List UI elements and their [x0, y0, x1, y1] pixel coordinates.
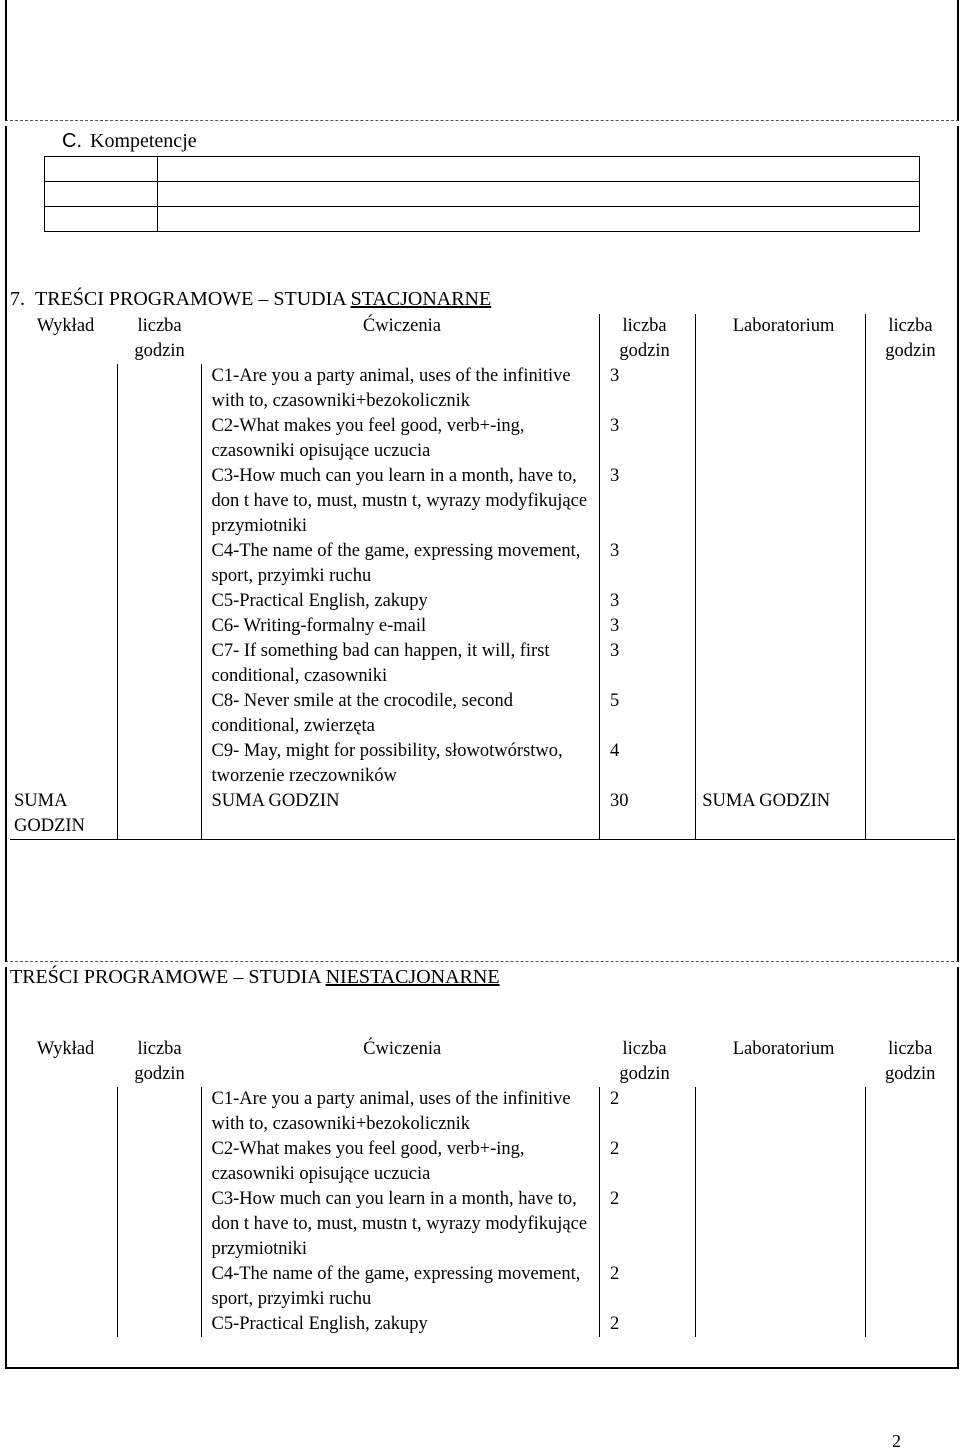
lab-hours-cell: [865, 539, 955, 589]
exercise-hours: 2: [599, 1262, 695, 1312]
lecture-hours-cell: [117, 414, 202, 464]
competences-table: [44, 156, 920, 232]
nonstationary-heading-text: TREŚCI PROGRAMOWE – STUDIA: [10, 966, 326, 988]
exercise-hours: 3: [599, 539, 695, 589]
lab-cell: [696, 689, 866, 739]
exercise-text: Writing-formalny e-mail: [239, 616, 427, 636]
sum-lab: SUMA GODZIN: [696, 789, 866, 840]
exercise-text: What makes you feel good, verb+-ing, czasowniki opisujące uczucia: [211, 1139, 530, 1184]
exercise-code: C4-: [211, 541, 240, 561]
lecture-cell: [10, 1087, 117, 1137]
nonstationary-heading: [10, 966, 500, 989]
table-row: [10, 1262, 955, 1312]
table-header-row: [10, 1037, 955, 1087]
lecture-hours-cell: [117, 689, 202, 739]
exercise-hours: 2: [599, 1312, 695, 1337]
lab-hours-cell: [865, 614, 955, 639]
lab-cell: [696, 464, 866, 539]
lab-hours-cell: [865, 1262, 955, 1312]
lecture-cell: [10, 1137, 117, 1187]
competences-row: [45, 182, 920, 207]
header-hours-exercises: liczba godzin: [599, 314, 695, 364]
header-hours-lecture: liczba godzin: [134, 316, 185, 361]
exercise-code: C8-: [211, 691, 240, 711]
competences-cell: [45, 182, 158, 207]
lecture-cell: [10, 614, 117, 639]
exercise-text: May, might for possibility, słowotwórstwo, tworzenie rzeczowników: [211, 741, 568, 786]
sum-lecture: SUMA GODZIN: [10, 789, 117, 840]
exercise-text: Are you a party animal, uses of the infinitive with to, czasowniki+bezokolicznik: [211, 366, 576, 411]
exercise-text: If something bad can happen, it will, first conditional, czasowniki: [211, 641, 555, 686]
exercise-text: Are you a party animal, uses of the infinitive with to, czasowniki+bezokolicznik: [211, 1089, 576, 1134]
header-hours-lecture: liczba godzin: [134, 1039, 185, 1084]
exercise-text: How much can you learn in a month, have to, don t have to, must, mustn t, wyrazy modyfikujące przymiotniki: [211, 1189, 592, 1259]
competences-cell: [45, 207, 158, 232]
lecture-hours-cell: [117, 539, 202, 589]
lab-cell: [696, 539, 866, 589]
nonstationary-program-table: [10, 1037, 955, 1337]
lecture-hours-cell: [117, 1187, 202, 1262]
lecture-hours-cell: [117, 1312, 202, 1337]
lab-hours-cell: [865, 1187, 955, 1262]
exercise-topic: [202, 1262, 599, 1312]
exercise-topic: [202, 1087, 599, 1137]
exercise-code: C2-: [211, 416, 240, 436]
table-row: [10, 539, 955, 589]
sum-lecture-hours: [117, 789, 202, 840]
competences-cell: [158, 207, 920, 232]
table-row: [10, 1087, 955, 1137]
exercise-code: C2-: [211, 1139, 240, 1159]
lab-hours-cell: [865, 1137, 955, 1187]
exercise-topic: [202, 539, 599, 589]
lecture-cell: [10, 739, 117, 789]
competences-letter: C.: [62, 130, 82, 152]
header-lab: Laboratorium: [696, 314, 866, 364]
header-lab: Laboratorium: [732, 1039, 835, 1059]
lab-hours-cell: [865, 464, 955, 539]
table-row: [10, 1137, 955, 1187]
lecture-hours-cell: [117, 614, 202, 639]
stationary-program-table: [10, 314, 955, 840]
lecture-hours-cell: [117, 1262, 202, 1312]
lab-hours-cell: [865, 364, 955, 414]
competences-row: [45, 157, 920, 182]
exercise-text: The name of the game, expressing movement, sport, przyimki ruchu: [211, 541, 585, 586]
lecture-cell: [10, 414, 117, 464]
exercise-text: The name of the game, expressing movement, sport, przyimki ruchu: [211, 1264, 585, 1309]
lecture-cell: [10, 1262, 117, 1312]
stationary-heading-underlined: STACJONARNE: [350, 288, 492, 310]
exercise-topic: [202, 364, 599, 414]
lab-cell: [696, 364, 866, 414]
lecture-hours-cell: [117, 1137, 202, 1187]
exercise-code: C4-: [211, 1264, 240, 1284]
exercise-text: Never smile at the crocodile, second conditional, zwierzęta: [211, 691, 518, 736]
stationary-heading-text: TREŚCI PROGRAMOWE – STUDIA: [35, 288, 351, 310]
lab-hours-cell: [865, 739, 955, 789]
stationary-items: [10, 364, 955, 789]
exercise-hours: 3: [599, 639, 695, 689]
exercise-code: C3-: [211, 1189, 240, 1209]
lecture-cell: [10, 464, 117, 539]
competences-cell: [158, 157, 920, 182]
exercise-text: Practical English, zakupy: [239, 591, 428, 611]
lecture-cell: [10, 1187, 117, 1262]
exercise-code: C3-: [211, 466, 240, 486]
lecture-hours-cell: [117, 1087, 202, 1137]
exercise-code: C1-: [211, 366, 240, 386]
lecture-hours-cell: [117, 739, 202, 789]
lab-cell: [696, 1262, 866, 1312]
sum-row: [10, 789, 955, 840]
lab-hours-cell: [865, 1312, 955, 1337]
sum-exercises: SUMA GODZIN: [202, 789, 599, 840]
competences-row: [45, 207, 920, 232]
exercise-topic: [202, 639, 599, 689]
exercise-text: Practical English, zakupy: [239, 1314, 428, 1334]
lecture-hours-cell: [117, 589, 202, 614]
lab-hours-cell: [865, 1087, 955, 1137]
exercise-text: What makes you feel good, verb+-ing, czasowniki opisujące uczucia: [211, 416, 530, 461]
lecture-cell: [10, 589, 117, 614]
exercise-code: C9-: [211, 741, 240, 761]
lab-cell: [696, 1312, 866, 1337]
exercise-code: C5-: [211, 1314, 240, 1334]
lecture-cell: [10, 364, 117, 414]
lecture-cell: [10, 689, 117, 739]
lab-cell: [696, 414, 866, 464]
header-hours-lab: liczba godzin: [885, 316, 936, 361]
stationary-heading-number: 7.: [10, 288, 25, 310]
exercise-hours: 2: [599, 1137, 695, 1187]
lab-cell: [696, 739, 866, 789]
lab-hours-cell: [865, 589, 955, 614]
nonstationary-heading-underlined: NIESTACJONARNE: [325, 966, 500, 988]
lecture-cell: [10, 539, 117, 589]
sum-lab-hours: [865, 789, 955, 840]
competences-cell: [45, 157, 158, 182]
table-row: [10, 689, 955, 739]
lab-hours-cell: [865, 414, 955, 464]
lab-cell: [696, 1137, 866, 1187]
header-hours-lab: liczba godzin: [885, 1039, 936, 1084]
lab-cell: [696, 639, 866, 689]
header-lecture: Wykład: [36, 1039, 95, 1059]
table-row: [10, 589, 955, 614]
sum-exercises-hours: 30: [599, 789, 695, 840]
lecture-cell: [10, 639, 117, 689]
table-row: [10, 1187, 955, 1262]
table-row: [10, 1312, 955, 1337]
competences-title: Kompetencje: [90, 130, 197, 152]
lab-cell: [696, 1087, 866, 1137]
nonstationary-items: [10, 1087, 955, 1337]
exercise-hours: 3: [599, 414, 695, 464]
exercise-code: C6-: [211, 616, 240, 636]
competences-cell: [158, 182, 920, 207]
lab-hours-cell: [865, 689, 955, 739]
header-exercises: Ćwiczenia: [202, 314, 599, 364]
exercise-topic: [202, 614, 599, 639]
exercise-hours: 5: [599, 689, 695, 739]
exercise-topic: [202, 464, 599, 539]
lecture-cell: [10, 1312, 117, 1337]
exercise-topic: [202, 1187, 599, 1262]
table-row: [10, 739, 955, 789]
table-row: [10, 639, 955, 689]
lab-cell: [696, 614, 866, 639]
exercise-hours: 4: [599, 739, 695, 789]
exercise-hours: 3: [599, 464, 695, 539]
lab-cell: [696, 1187, 866, 1262]
exercise-hours: 2: [599, 1087, 695, 1137]
exercise-text: How much can you learn in a month, have to, don t have to, must, mustn t, wyrazy modyfikujące przymiotniki: [211, 466, 592, 536]
exercise-hours: 3: [599, 364, 695, 414]
table-row: [10, 464, 955, 539]
exercise-hours: 3: [599, 614, 695, 639]
lecture-hours-cell: [117, 639, 202, 689]
exercise-topic: [202, 414, 599, 464]
exercise-code: C1-: [211, 1089, 240, 1109]
exercise-topic: [202, 739, 599, 789]
top-frame: [5, 0, 959, 121]
lecture-hours-cell: [117, 464, 202, 539]
exercise-topic: [202, 689, 599, 739]
lecture-hours-cell: [117, 364, 202, 414]
exercise-topic: [202, 589, 599, 614]
lab-hours-cell: [865, 639, 955, 689]
exercise-code: C5-: [211, 591, 240, 611]
exercise-topic: [202, 1137, 599, 1187]
exercise-topic: [202, 1312, 599, 1337]
header-hours-exercises: liczba godzin: [619, 1039, 670, 1084]
page-number: 2: [892, 1431, 901, 1451]
header-lecture: Wykład: [36, 316, 95, 336]
table-row: [10, 414, 955, 464]
competences-heading: [62, 130, 197, 153]
table-header-row: [10, 314, 955, 364]
exercise-hours: 3: [599, 589, 695, 614]
table-row: [10, 614, 955, 639]
stationary-heading: [10, 288, 491, 311]
header-exercises: Ćwiczenia: [363, 1039, 442, 1059]
lab-cell: [696, 589, 866, 614]
exercise-code: C7-: [211, 641, 240, 661]
exercise-hours: 2: [599, 1187, 695, 1262]
table-row: [10, 364, 955, 414]
